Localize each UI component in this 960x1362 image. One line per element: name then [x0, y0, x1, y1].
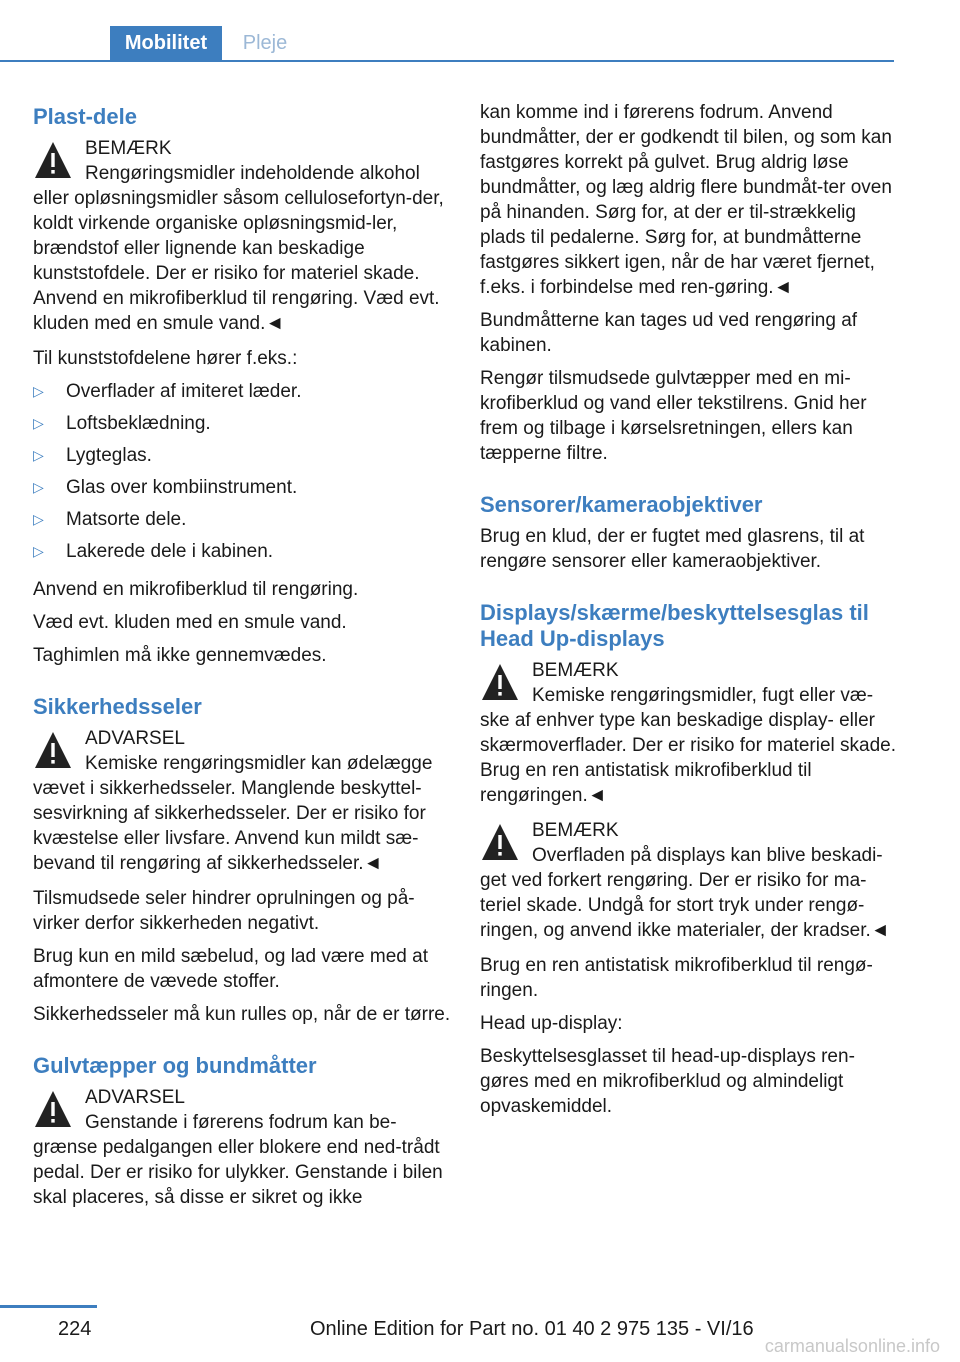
- notice-text: Rengøringsmidler indeholdende alkohol eller opløsningsmidler såsom cellulosefortyn-der, koldt virkende organiske opløsningsmid-ler, brændstof eller lignende kan beskadige kunststofdele. Der er risiko for materiel skade. Anvend en mikrofiberklud til rengøring. Væd evt. kluden med en smule vand.◄: [33, 163, 444, 334]
- warning-triangle-icon: [480, 662, 520, 702]
- paragraph: Head up-display:: [480, 1013, 623, 1034]
- heading-plast-dele: Plast-dele: [33, 104, 137, 129]
- notice-display-2: [480, 818, 900, 943]
- warning-triangle-icon: [33, 1089, 73, 1129]
- bullet-triangle-icon: ▷: [33, 511, 44, 527]
- warning-label: ADVARSEL: [85, 728, 185, 749]
- bullet-triangle-icon: ▷: [33, 543, 44, 559]
- paragraph: Anvend en mikrofiberklud til rengøring.: [33, 579, 359, 600]
- left-column: [33, 100, 451, 1220]
- paragraph: Taghimlen må ikke gennemvædes.: [33, 645, 327, 666]
- warning-label: ADVARSEL: [85, 1087, 185, 1108]
- list-item: ▷ Overflader af imiteret læder.: [33, 381, 302, 402]
- notice-plast: [33, 136, 451, 336]
- edition-text: Online Edition for Part no. 01 40 2 975 135 - VI/16: [310, 1318, 754, 1340]
- warning-triangle-icon: [480, 822, 520, 862]
- watermark: carmanualsonline.info: [764, 1336, 940, 1356]
- right-column: [480, 100, 900, 1127]
- page-number: 224: [58, 1318, 92, 1340]
- bullet-triangle-icon: ▷: [33, 383, 44, 399]
- heading-displays: Displays/skærme/beskyttelsesglas til Head Up-displays: [480, 600, 869, 651]
- paragraph: Brug en ren antistatisk mikrofiberklud til rengø-ringen.: [480, 955, 873, 1001]
- warning-gulv: [33, 1085, 451, 1210]
- paragraph: Bundmåtterne kan tages ud ved rengøring af kabinen.: [480, 310, 858, 356]
- list-item: ▷ Lygteglas.: [33, 445, 152, 466]
- tab-pleje[interactable]: Pleje: [242, 32, 288, 54]
- paragraph: Brug kun en mild sæbelud, og lad være med at afmontere de vævede stoffer.: [33, 946, 428, 992]
- list-item: ▷ Matsorte dele.: [33, 509, 187, 530]
- notice-display-1: [480, 658, 900, 808]
- warning-triangle-icon: [33, 140, 73, 180]
- heading-gulvtaepper: Gulvtæpper og bundmåtter: [33, 1053, 317, 1078]
- paragraph: Til kunststofdelene hører f.eks.:: [33, 348, 298, 369]
- bullet-triangle-icon: ▷: [33, 447, 44, 463]
- bullet-triangle-icon: ▷: [33, 415, 44, 431]
- list-item: ▷ Lakerede dele i kabinen.: [33, 541, 274, 562]
- notice-label: BEMÆRK: [532, 820, 619, 841]
- section-tabs: [0, 26, 894, 62]
- warning-seler: [33, 726, 451, 876]
- footer-accent-bar: [0, 1305, 97, 1308]
- paragraph: Beskyttelsesglasset til head-up-displays ren-gøres med en mikrofiberklud og almindeligt opvaskemiddel.: [480, 1046, 855, 1117]
- paragraph: Sikkerhedsseler må kun rulles op, når de er tørre.: [33, 1004, 451, 1025]
- heading-sensorer: Sensorer/kameraobjektiver: [480, 492, 763, 517]
- notice-label: BEMÆRK: [85, 138, 172, 159]
- list-item: ▷ Loftsbeklædning.: [33, 413, 211, 434]
- heading-sikkerhedsseler: Sikkerhedsseler: [33, 694, 202, 719]
- paragraph: Rengør tilsmudsede gulvtæpper med en mi-krofiberklud og vand eller tekstilrens. Gnid her frem og tilbage i kørselsretningen, ellers kan tæpperne filtre.: [480, 368, 867, 464]
- warning-triangle-icon: [33, 730, 73, 770]
- paragraph: kan komme ind i førerens fodrum. Anvend bundmåtter, der er godkendt til bilen, og som kan fastgøres korrekt på gulvet. Brug aldrig løse bundmåtter, og læg aldrig flere bundmåt-ter oven på hinanden. Sørg for, at der er til-strækkelig plads til pedalerne. Sørg for, at bundmåtterne fastgøres sikkert igen, når de har været fjernet, f.eks. i forbindelse med ren-gøring.◄: [480, 102, 892, 298]
- list-item: ▷ Glas over kombiinstrument.: [33, 477, 298, 498]
- notice-label: BEMÆRK: [532, 660, 619, 681]
- bullet-triangle-icon: ▷: [33, 479, 44, 495]
- paragraph: Tilsmudsede seler hindrer oprulningen og på-virker derfor sikkerheden negativt.: [33, 888, 415, 934]
- warning-text: Kemiske rengøringsmidler kan ødelægge vævet i sikkerhedsseler. Manglende beskyttel-sesvirkning af sikkerhedsseler. Der er risiko for kvæstelse eller livsfare. Anvend kun mildt sæ-bevand til rengøring af sikkerhedsseler.◄: [33, 753, 433, 874]
- tab-mobilitet[interactable]: Mobilitet: [110, 26, 222, 60]
- paragraph: Væd evt. kluden med en smule vand.: [33, 612, 347, 633]
- notice-text: Kemiske rengøringsmidler, fugt eller væ-ske af enhver type kan beskadige display- eller skærmoverflader. Der er risiko for materiel skade. Brug en ren antistatisk mikrofiberklud til rengøringen.◄: [480, 685, 897, 806]
- paragraph: Brug en klud, der er fugtet med glasrens, til at rengøre sensorer eller kameraobjektiver.: [480, 526, 865, 572]
- plastic-parts-list: [33, 379, 451, 571]
- tab-underline: [0, 60, 894, 62]
- warning-text: Genstande i førerens fodrum kan be-grænse pedalgangen eller blokere end ned-trådt pedal. Der er risiko for ulykker. Genstande i bilen skal placeres, så disse er sikret og ikke: [33, 1112, 443, 1208]
- notice-text: Overfladen på displays kan blive beskadi-get ved forkert rengøring. Der er risiko for ma-teriel skade. Undgå for stort tryk under rengø-ringen, og anvend ikke materialer, der kradser.◄: [480, 845, 890, 941]
